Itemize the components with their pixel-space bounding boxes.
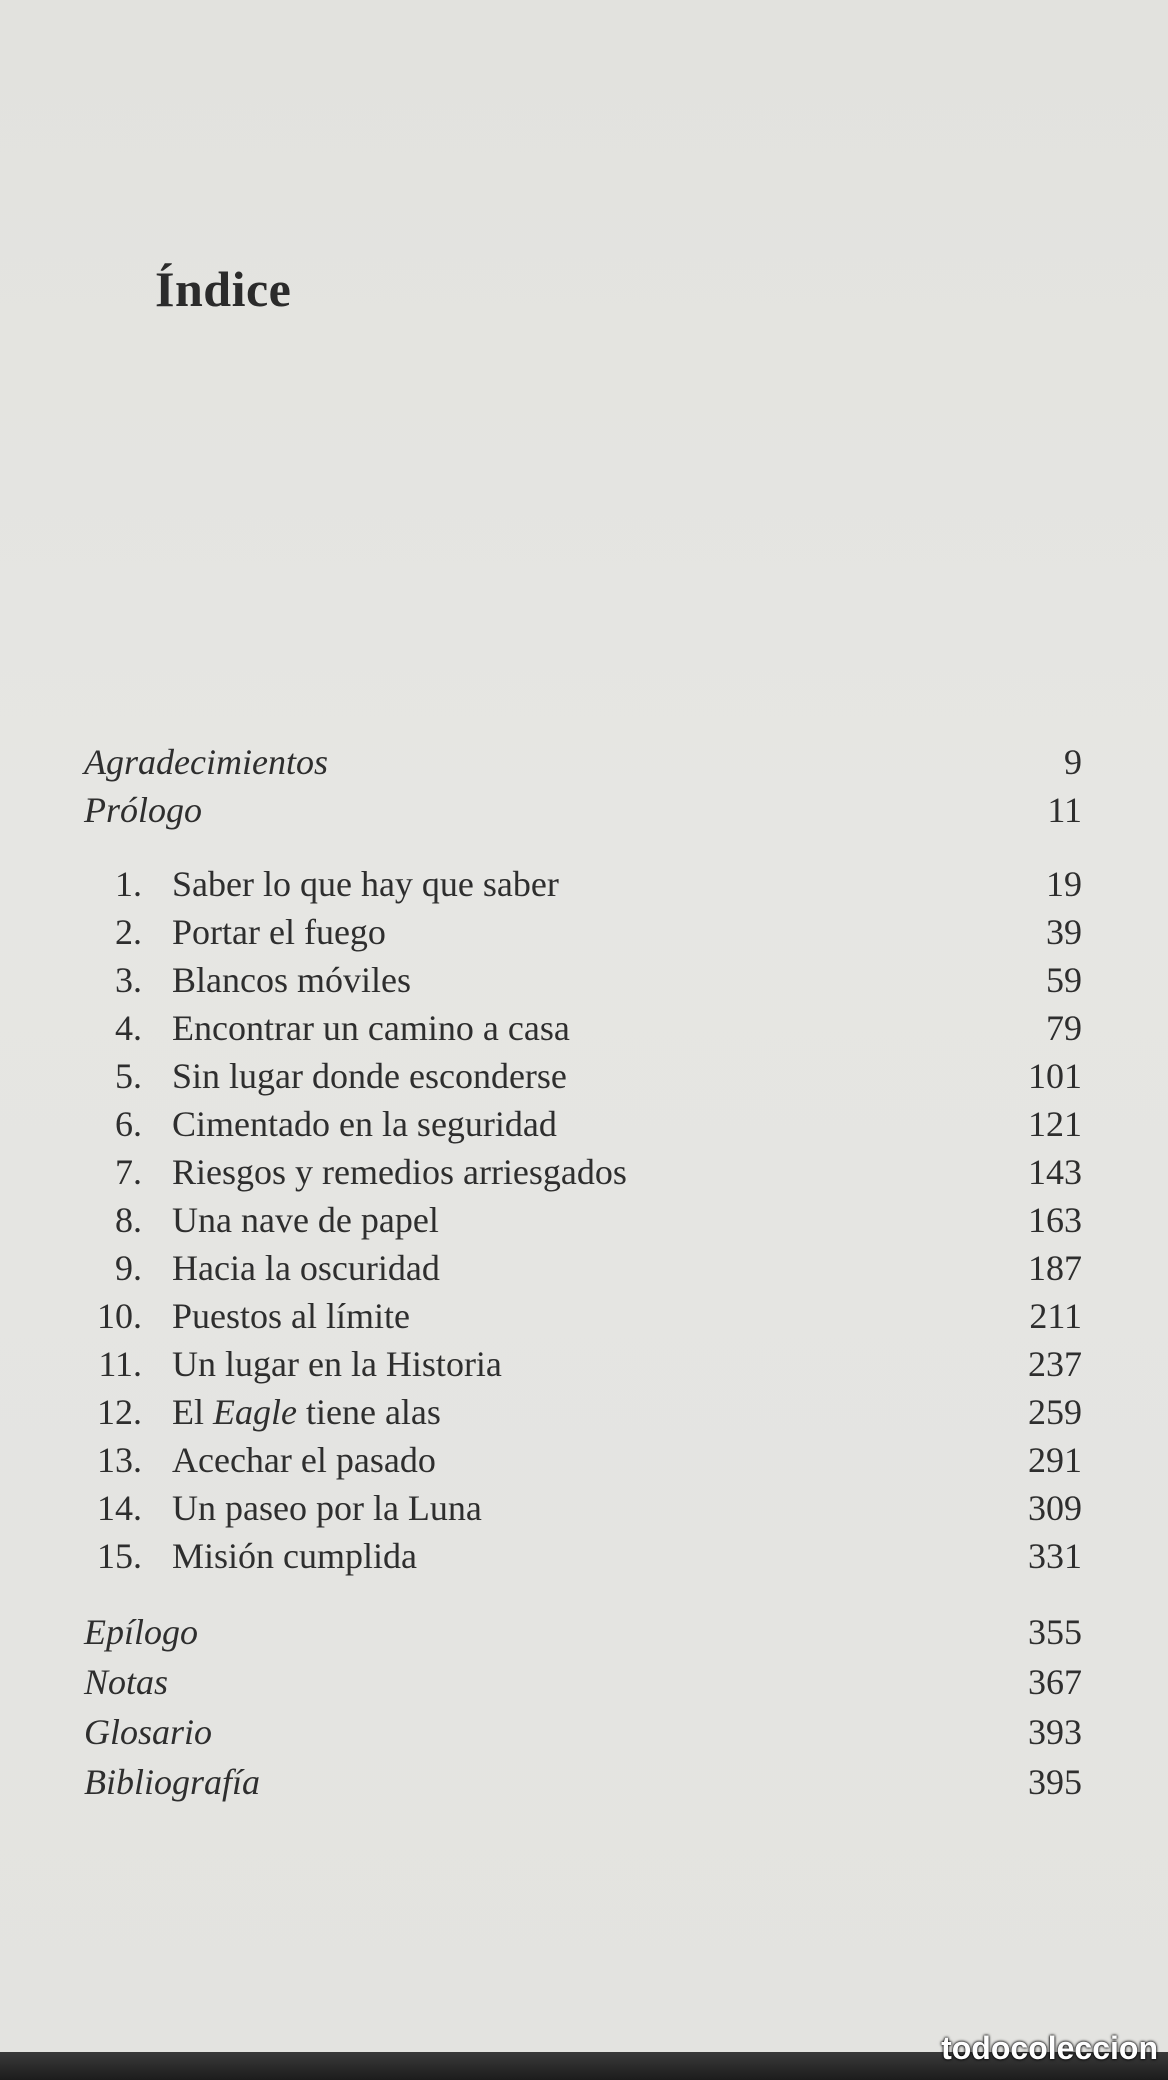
toc-entry-label: Acechar el pasado — [172, 1440, 436, 1480]
toc-entry-page: 395 — [1028, 1762, 1082, 1802]
chapter-number: 2. — [115, 912, 142, 952]
toc-entry-page: 187 — [1028, 1248, 1082, 1288]
toc-entry-chapter — [82, 1054, 1082, 1098]
chapter-number: 12. — [97, 1392, 142, 1432]
toc-entry-page: 211 — [1029, 1296, 1082, 1336]
toc-entry-page: 143 — [1028, 1152, 1082, 1192]
chapter-number: 5. — [115, 1056, 142, 1096]
toc-entry-page: 237 — [1028, 1344, 1082, 1384]
chapter-number: 10. — [97, 1296, 142, 1336]
chapter-number: 11. — [98, 1344, 142, 1384]
chapter-number: 9. — [115, 1248, 142, 1288]
page-title: Índice — [155, 261, 292, 317]
chapter-number: 15. — [97, 1536, 142, 1576]
toc-entry-page: 393 — [1028, 1712, 1082, 1752]
toc-entry-chapter — [82, 1150, 1082, 1194]
toc-entry-label: Puestos al límite — [172, 1296, 410, 1336]
toc-entry-page: 163 — [1028, 1200, 1082, 1240]
toc-entry-label: Encontrar un camino a casa — [172, 1008, 570, 1048]
chapter-number: 8. — [115, 1200, 142, 1240]
toc-entry-back — [82, 1660, 1082, 1704]
chapter-number: 6. — [115, 1104, 142, 1144]
toc-entry-label: Agradecimientos — [84, 742, 328, 782]
toc-entry-page: 11 — [1047, 790, 1082, 830]
toc-entry-front — [82, 740, 1082, 784]
toc-entry-page: 291 — [1028, 1440, 1082, 1480]
chapter-number: 1. — [115, 864, 142, 904]
toc-entry-label: Misión cumplida — [172, 1536, 417, 1576]
toc-entry-chapter — [82, 1534, 1082, 1578]
toc-entry-label: Sin lugar donde esconderse — [172, 1056, 567, 1096]
toc-entry-label: Notas — [84, 1662, 169, 1702]
toc-entry-page: 19 — [1046, 864, 1082, 904]
toc-entry-page: 367 — [1028, 1662, 1082, 1702]
toc-entry-chapter — [82, 1102, 1082, 1146]
toc-entry-chapter — [82, 1198, 1082, 1242]
toc-entry-chapter — [82, 862, 1082, 906]
toc-entry-label: Glosario — [84, 1712, 213, 1752]
toc-entry-label: Riesgos y remedios arriesgados — [172, 1152, 627, 1192]
toc-entry-label: Blancos móviles — [172, 960, 411, 1000]
toc-entry-label: Una nave de papel — [172, 1200, 439, 1240]
toc-entry-back — [82, 1710, 1082, 1754]
italic-ship-name: Eagle — [213, 1392, 297, 1432]
toc-entry-label: Saber lo que hay que saber — [172, 864, 559, 904]
toc-entry-chapter — [82, 1294, 1082, 1338]
toc-entry-chapter — [82, 1486, 1082, 1530]
toc-entry-front — [82, 788, 1082, 832]
toc-entry-page: 59 — [1046, 960, 1082, 1000]
toc-entry-page: 39 — [1046, 912, 1082, 952]
toc-entry-chapter — [82, 1390, 1082, 1434]
toc-entry-chapter — [82, 1342, 1082, 1386]
toc-entry-chapter — [82, 910, 1082, 954]
toc-entry-label: Un lugar en la Historia — [172, 1344, 502, 1384]
toc-entry-back — [82, 1760, 1082, 1804]
chapter-number: 4. — [115, 1008, 142, 1048]
toc-entry-page: 101 — [1028, 1056, 1082, 1096]
toc-entry-label: Un paseo por la Luna — [172, 1488, 482, 1528]
chapter-number: 14. — [97, 1488, 142, 1528]
toc-entry-chapter — [82, 958, 1082, 1002]
toc-entry-label: El Eagle tiene alas — [172, 1392, 441, 1432]
watermark-logo: todocoleccion — [941, 2030, 1158, 2066]
toc-entry-back — [82, 1610, 1082, 1654]
toc-entry-chapter — [82, 1006, 1082, 1050]
toc-entry-page: 259 — [1028, 1392, 1082, 1432]
toc-entry-chapter — [82, 1438, 1082, 1482]
toc-entry-label: Hacia la oscuridad — [172, 1248, 440, 1288]
toc-entry-page: 9 — [1064, 742, 1082, 782]
toc-entry-label: Prólogo — [84, 790, 203, 830]
toc-entry-chapter — [82, 1246, 1082, 1290]
toc-entry-label: Epílogo — [84, 1612, 198, 1652]
toc-entry-page: 121 — [1028, 1104, 1082, 1144]
toc-entry-page: 79 — [1046, 1008, 1082, 1048]
toc-entry-label: Portar el fuego — [172, 912, 386, 952]
toc-entry-label: Bibliografía — [84, 1762, 261, 1802]
chapter-number: 7. — [115, 1152, 142, 1192]
toc-entry-label: Cimentado en la seguridad — [172, 1104, 557, 1144]
chapter-number: 3. — [115, 960, 142, 1000]
toc-entry-page: 355 — [1028, 1612, 1082, 1652]
chapter-number: 13. — [97, 1440, 142, 1480]
toc-entry-page: 309 — [1028, 1488, 1082, 1528]
toc-entry-page: 331 — [1028, 1536, 1082, 1576]
